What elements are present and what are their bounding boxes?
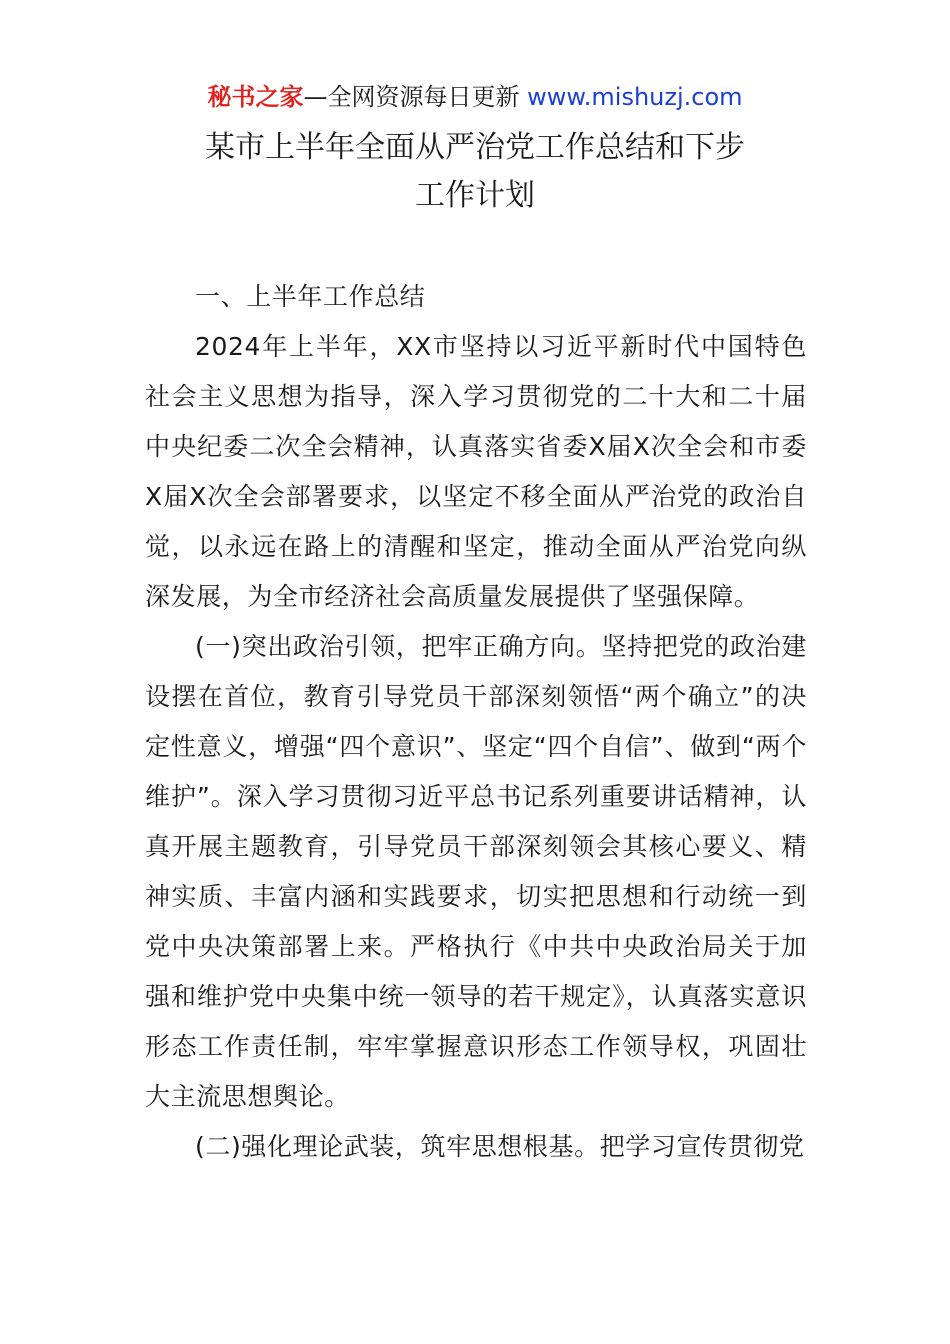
title-line-2: 工作计划 (415, 178, 535, 213)
paragraph-political-guidance: (一)突出政治引领，把牢正确方向。坚持把党的政治建设摆在首位，教育引导党员干部深刻领悟“两个确立”的决定性意义，增强“四个意识”、坚定“四个自信”、做到“两个维护”。深入学习贯彻习近平总书记系列重要讲话精神，认真开展主题教育，引导党员干部深刻领会其核心要义、精神实质、丰富内涵和实践要求，切实把思想和行动统一到党中央决策部署上来。严格执行《中共中央政治局关于加强和维护党中央集中统一领导的若干规定》，认真落实意识形态工作责任制，牢牢掌握意识形态工作领导权，巩固壮大主流思想舆论。 (145, 632, 807, 1111)
paragraph-theory-armament: (二)强化理论武装，筑牢思想根基。把学习宣传贯彻党 (195, 1132, 805, 1161)
section-heading: 一、上半年工作总结 (195, 282, 426, 311)
site-url-link[interactable]: www.mishuzj.com (527, 83, 743, 111)
site-header (0, 80, 950, 114)
site-tagline: —全网资源每日更新 (303, 83, 528, 111)
document-body (145, 272, 807, 1172)
site-brand: 秘书之家 (207, 83, 304, 111)
title-line-1: 某市上半年全面从严治党工作总结和下步 (205, 130, 745, 165)
document-title (0, 124, 950, 220)
paragraph-intro: 2024年上半年，XX市坚持以习近平新时代中国特色社会主义思想为指导，深入学习贯彻党的二十大和二十届中央纪委二次全会精神，认真落实省委X届X次全会和市委X届X次全会部署要求，以坚定不移全面从严治党的政治自觉，以永远在路上的清醒和坚定，推动全面从严治党向纵深发展，为全市经济社会高质量发展提供了坚强保障。 (145, 332, 807, 611)
